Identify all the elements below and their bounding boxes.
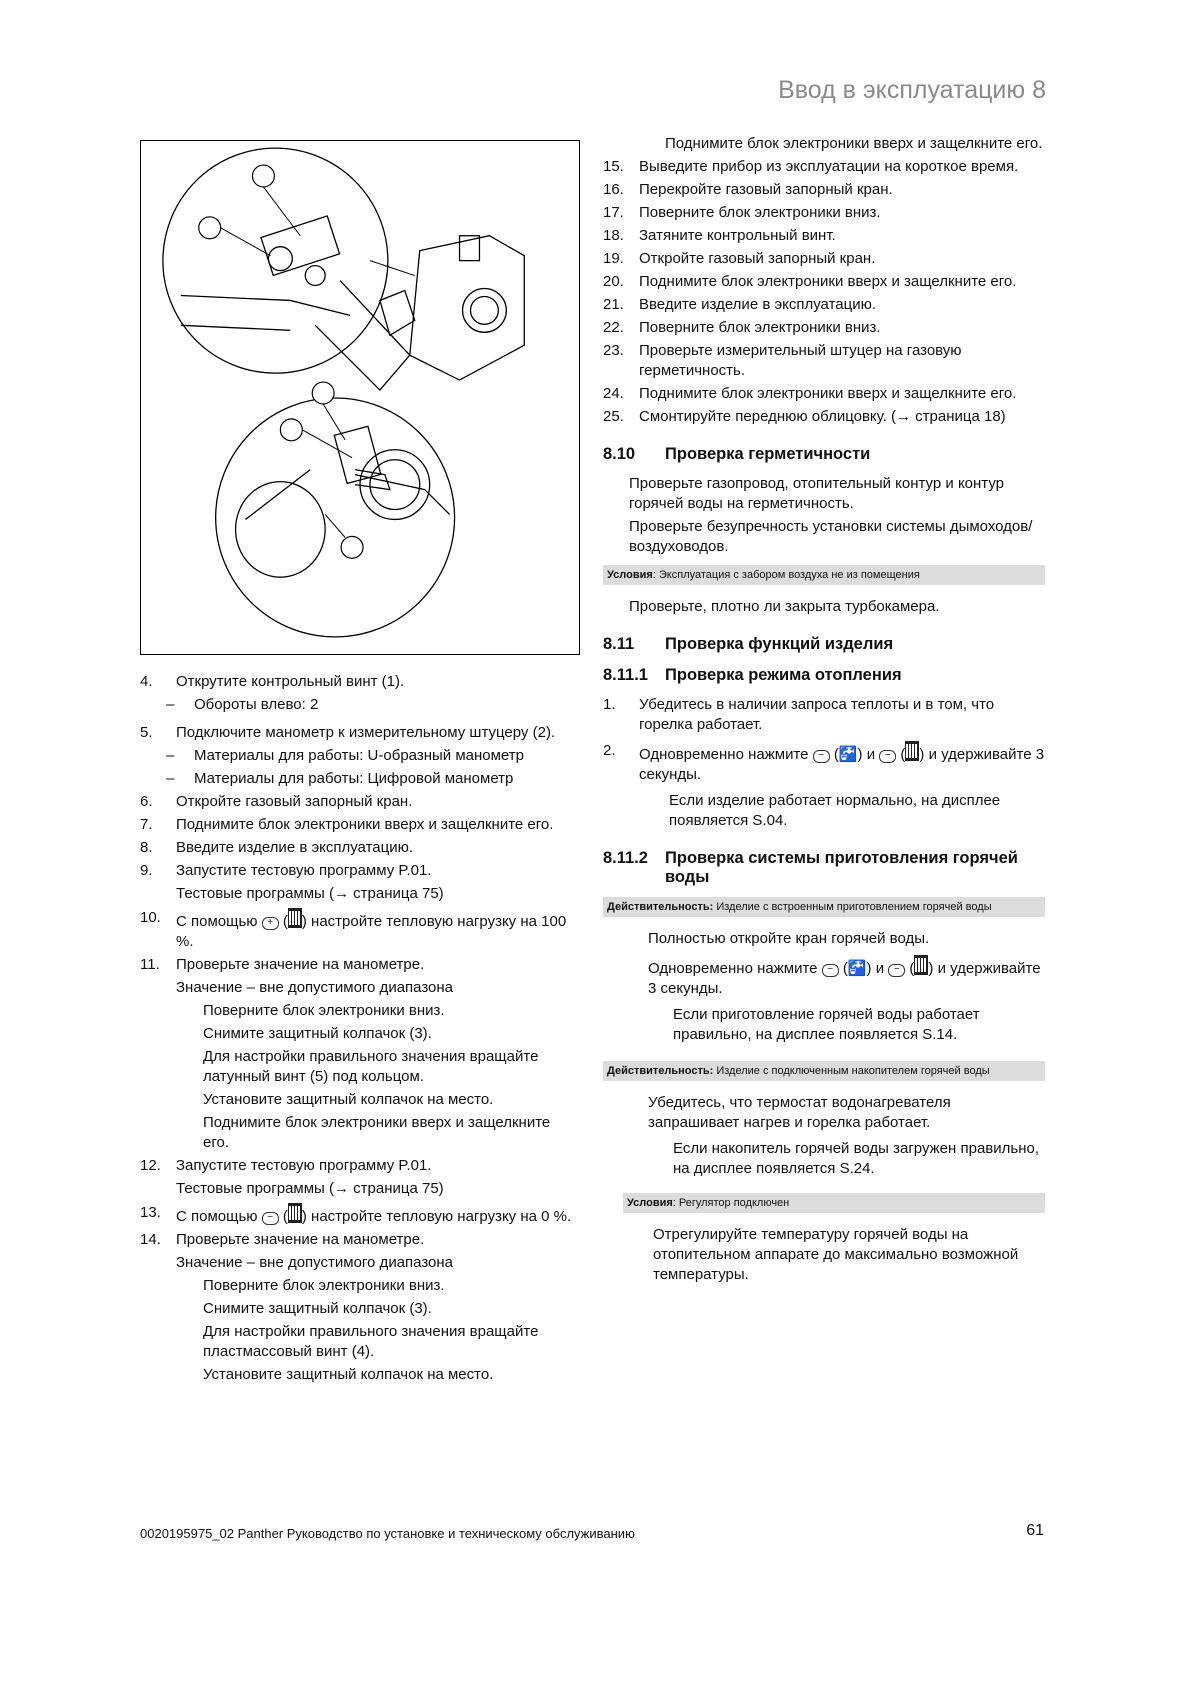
condition-text: Значение – вне допустимого диапазона [176, 1254, 454, 1271]
list-item: 17. Поверните блок электроники вниз. [603, 204, 881, 221]
list-item: 15. Выведите прибор из эксплуатации на короткое время. [603, 158, 1019, 175]
list-item: 1. Убедитесь в наличии запроса теплоты и в том, что горелка работает. [603, 696, 995, 733]
radiator-icon [288, 1203, 302, 1223]
list-item: 7. Поднимите блок электроники вверх и защелкните его. [140, 816, 554, 833]
paragraph: Убедитесь, что термостат водонагревателя запрашивает нагрев и горелка работает. [648, 1094, 951, 1131]
minus-key-icon: − [262, 1212, 279, 1225]
gas-valve-figure [140, 140, 580, 655]
list-item: 24. Поднимите блок электроники вверх и защелкните его. [603, 385, 1017, 402]
paragraph: Полностью откройте кран горячей воды. [648, 930, 930, 947]
substep-text: Поднимите блок электроники вверх и защелкните его. [203, 1114, 551, 1151]
section-heading: 8.10 Проверка герметичности [603, 445, 871, 463]
validity-box: Действительность: Изделие с встроенным приготовлением горячей воды [603, 897, 1045, 917]
substep-text: Поверните блок электроники вниз. [203, 1002, 445, 1019]
plus-key-icon: + [262, 917, 279, 930]
condition-text: Значение – вне допустимого диапазона [176, 979, 454, 996]
subsection-heading: 8.11.2 Проверка системы приготовления горячей воды [603, 849, 1018, 886]
gas-valve-illustration [141, 141, 579, 654]
list-item: 12. Запустите тестовую программу P.01. [140, 1157, 432, 1174]
paragraph: Проверьте безупречность установки системы дымоходов/воздуховодов. [629, 518, 1033, 555]
footer-document-title: 0020195975_02 Panther Руководство по установке и техническому обслуживанию [140, 1526, 635, 1541]
minus-key-icon: − [813, 750, 830, 763]
paragraph: Отрегулируйте температуру горячей воды на отопительном аппарате до максимально возможной температуры. [653, 1226, 1019, 1283]
substep-text: Установите защитный колпачок на место. [203, 1366, 494, 1383]
list-item: 4. Открутите контрольный винт (1). [140, 673, 405, 690]
list-item: 25. Смонтируйте переднюю облицовку. (→ страница 18) [603, 408, 1006, 425]
list-item: 18. Затяните контрольный винт. [603, 227, 836, 244]
list-item: 20. Поднимите блок электроники вверх и защелкните его. [603, 273, 1017, 290]
hot-water-tap-icon: 🚰 [847, 960, 867, 977]
list-item: 11. Проверьте значение на манометре. [140, 956, 425, 973]
radiator-icon [914, 955, 928, 975]
radiator-icon [905, 741, 919, 761]
minus-key-icon: − [888, 964, 905, 977]
result-text: Тестовые программы (→ страница 75) [176, 885, 444, 902]
substep-text: Установите защитный колпачок на место. [203, 1091, 494, 1108]
minus-key-icon: − [822, 964, 839, 977]
list-item: 10. С помощью + ( ) настройте тепловую нагрузку на 100 %. [140, 909, 567, 950]
hot-water-tap-icon: 🚰 [838, 746, 858, 763]
substep-text: Для настройки правильного значения вращайте латунный винт (5) под кольцом. [203, 1048, 539, 1085]
left-column [140, 672, 580, 1388]
substep-text: Поверните блок электроники вниз. [203, 1277, 445, 1294]
result-text: Тестовые программы (→ страница 75) [176, 1180, 444, 1197]
list-item: 5. Подключите манометр к измерительному штуцеру (2). [140, 724, 556, 741]
minus-key-icon: − [879, 750, 896, 763]
substep-text: Поднимите блок электроники вверх и защелкните его. [665, 135, 1043, 152]
subsection-heading: 8.11.1 Проверка режима отопления [603, 666, 902, 684]
substep-text: Для настройки правильного значения вращайте пластмассовый винт (4). [203, 1323, 539, 1360]
list-item: 13. С помощью − ( ) настройте тепловую нагрузку на 0 %. [140, 1204, 572, 1225]
substep-text: Снимите защитный колпачок (3). [203, 1300, 432, 1317]
page-header-title: Ввод в эксплуатацию 8 [778, 76, 1046, 104]
paragraph: Одновременно нажмите − (🚰) и − ( ) и удерживайте 3 секунды. [648, 955, 1045, 999]
sub-item: – Материалы для работы: Цифровой манометр [166, 770, 514, 787]
result-text: Если изделие работает нормально, на дисплее появляется S.04. [669, 792, 1001, 829]
list-item: 19. Откройте газовый запорный кран. [603, 250, 876, 267]
validity-box: Действительность: Изделие с подключенным накопителем горячей воды [603, 1061, 1045, 1081]
sub-item: – Обороты влево: 2 [166, 696, 319, 713]
paragraph: Проверьте газопровод, отопительный контур и контур горячей воды на герметичность. [629, 475, 1005, 512]
list-item: 2. Одновременно нажмите − (🚰) и − ( ) и удерживайте 3 секунды. [603, 742, 1045, 783]
sub-item: – Материалы для работы: U-образный манометр [166, 747, 524, 764]
list-item: 21. Введите изделие в эксплуатацию. [603, 296, 876, 313]
substep-text: Снимите защитный колпачок (3). [203, 1025, 432, 1042]
list-item: 8. Введите изделие в эксплуатацию. [140, 839, 413, 856]
right-column [603, 134, 1045, 1288]
result-text: Если накопитель горячей воды загружен правильно, на дисплее появляется S.24. [673, 1140, 1039, 1177]
list-item: 16. Перекройте газовый запорный кран. [603, 181, 893, 198]
radiator-icon [288, 908, 302, 928]
condition-box: Условия: Эксплуатация с забором воздуха не из помещения [603, 565, 1045, 585]
list-item: 6. Откройте газовый запорный кран. [140, 793, 413, 810]
section-heading: 8.11 Проверка функций изделия [603, 635, 894, 653]
list-item: 14. Проверьте значение на манометре. [140, 1231, 425, 1248]
paragraph: Проверьте, плотно ли закрыта турбокамера. [629, 598, 940, 615]
result-text: Если приготовление горячей воды работает правильно, на дисплее появляется S.14. [673, 1006, 980, 1043]
list-item: 9. Запустите тестовую программу P.01. [140, 862, 432, 879]
condition-box: Условия: Регулятор подключен [623, 1193, 1045, 1213]
list-item: 23. Проверьте измерительный штуцер на газовую герметичность. [603, 342, 962, 379]
list-item: 22. Поверните блок электроники вниз. [603, 319, 881, 336]
page-number: 61 [1026, 1522, 1044, 1539]
